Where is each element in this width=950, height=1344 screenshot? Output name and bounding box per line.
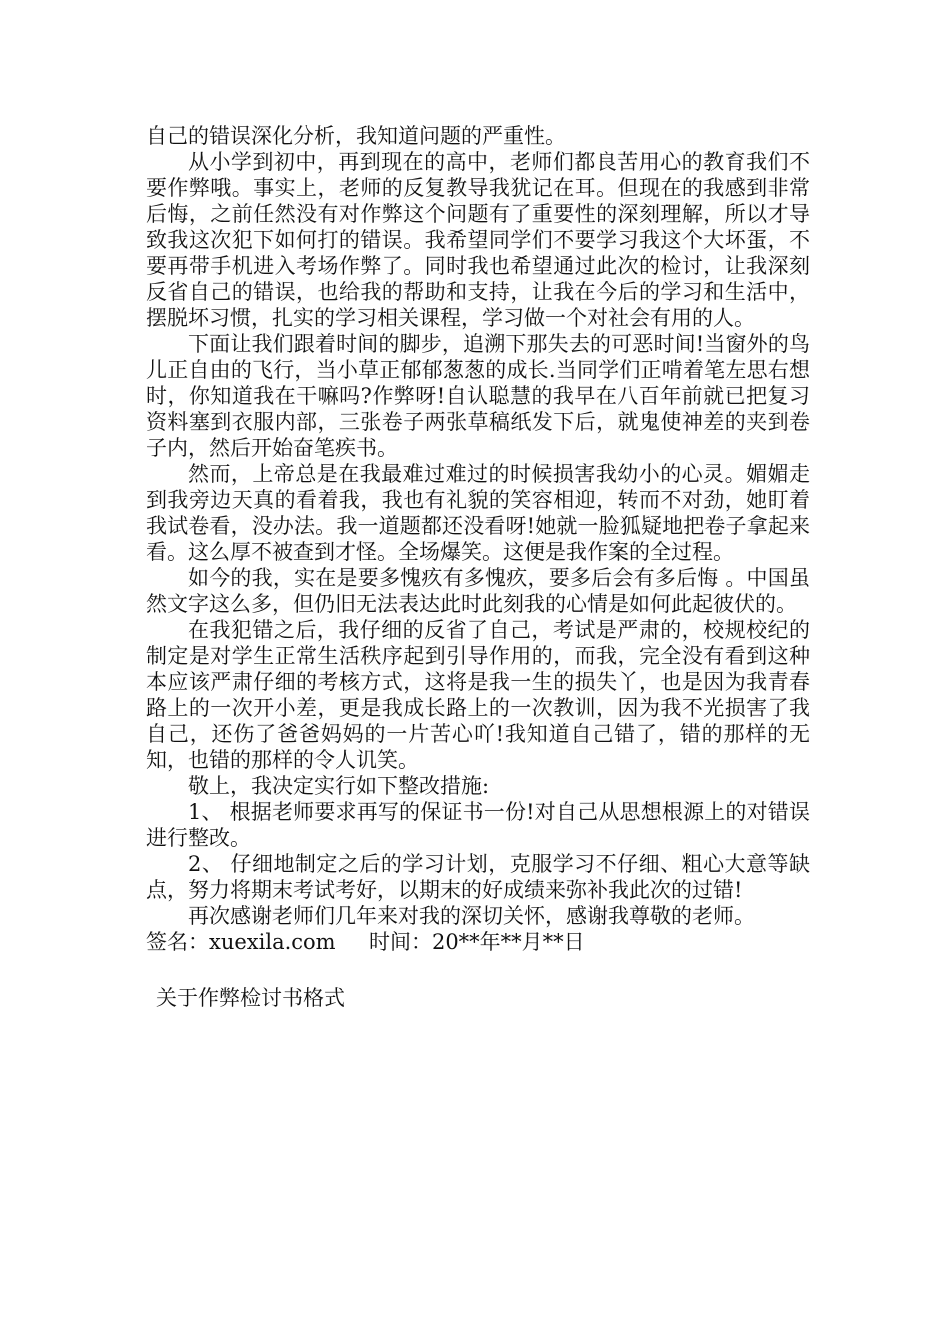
paragraph-3: 下面让我们跟着时间的脚步，追溯下那失去的可恶时间!当窗外的鸟儿正自由的飞行，当小草正郁郁葱葱的成长.当同学们正啃着笔左思右想时，你知道我在干嘛吗?作弊呀!自认聪慧的我早在八百年前就已把复习资料塞到衣服内部，三张卷子两张草稿纸发下后，就鬼使神差的夹到卷子内，然后开始奋笔疾书。 [146, 332, 810, 460]
paragraph-4: 然而，上帝总是在我最难过难过的时候损害我幼小的心灵。媚媚走到我旁边天真的看着我，我也有礼貌的笑容相迎，转而不对劲，她盯着我试卷看，没办法。我一道题都还没看呀!她就一脸狐疑地把卷子拿起来看。这么厚不被查到才怪。全场爆笑。这便是我作案的全过程。 [146, 462, 810, 564]
document-page [146, 123, 810, 1011]
paragraph-1: 自己的错误深化分析，我知道问题的严重性。 [146, 124, 566, 148]
paragraph-7: 敬上，我决定实行如下整改措施: [188, 774, 490, 798]
list-item-2: 2、 仔细地制定之后的学习计划，克服学习不仔细、粗心大意等缺点，努力将期末考试考好，以期末的好成绩来弥补我此次的过错! [146, 852, 810, 902]
related-title-link[interactable]: 关于作弊检讨书格式 [156, 986, 345, 1010]
paragraph-5: 如今的我，实在是要多愧疚有多愧疚，要多后会有多后悔 。中国虽然文字这么多，但仍旧无法表达此时此刻我的心情是如何此起彼伏的。 [146, 566, 810, 616]
signature-line: 签名：xuexila.com 时间：20**年**月**日 [146, 930, 585, 954]
paragraph-6: 在我犯错之后，我仔细的反省了自己，考试是严肃的，校规校纪的制定是对学生正常生活秩序起到引导作用的，而我，完全没有看到这种本应该严肃仔细的考核方式，这将是我一生的损失丫，也是因为我青春路上的一次开小差，更是我成长路上的一次教训，因为我不光损害了我自己，还伤了爸爸妈妈的一片苦心吖!我知道自己错了，错的那样的无知，也错的那样的令人讥笑。 [146, 618, 810, 772]
paragraph-2: 从小学到初中，再到现在的高中，老师们都良苦用心的教育我们不要作弊哦。事实上，老师的反复教导我犹记在耳。但现在的我感到非常后悔，之前任然没有对作弊这个问题有了重要性的深刻理解，所以才导致我这次犯下如何打的错误。我希望同学们不要学习我这个大坏蛋，不要再带手机进入考场作弊了。同时我也希望通过此次的检讨，让我深刻反省自己的错误，也给我的帮助和支持，让我在今后的学习和生活中，摆脱坏习惯，扎实的学习相关课程，学习做一个对社会有用的人。 [146, 150, 810, 330]
closing-paragraph: 再次感谢老师们几年来对我的深切关怀，感谢我尊敬的老师。 [188, 904, 755, 928]
list-item-1: 1、 根据老师要求再写的保证书一份!对自己从思想根源上的对错误进行整改。 [146, 800, 810, 850]
